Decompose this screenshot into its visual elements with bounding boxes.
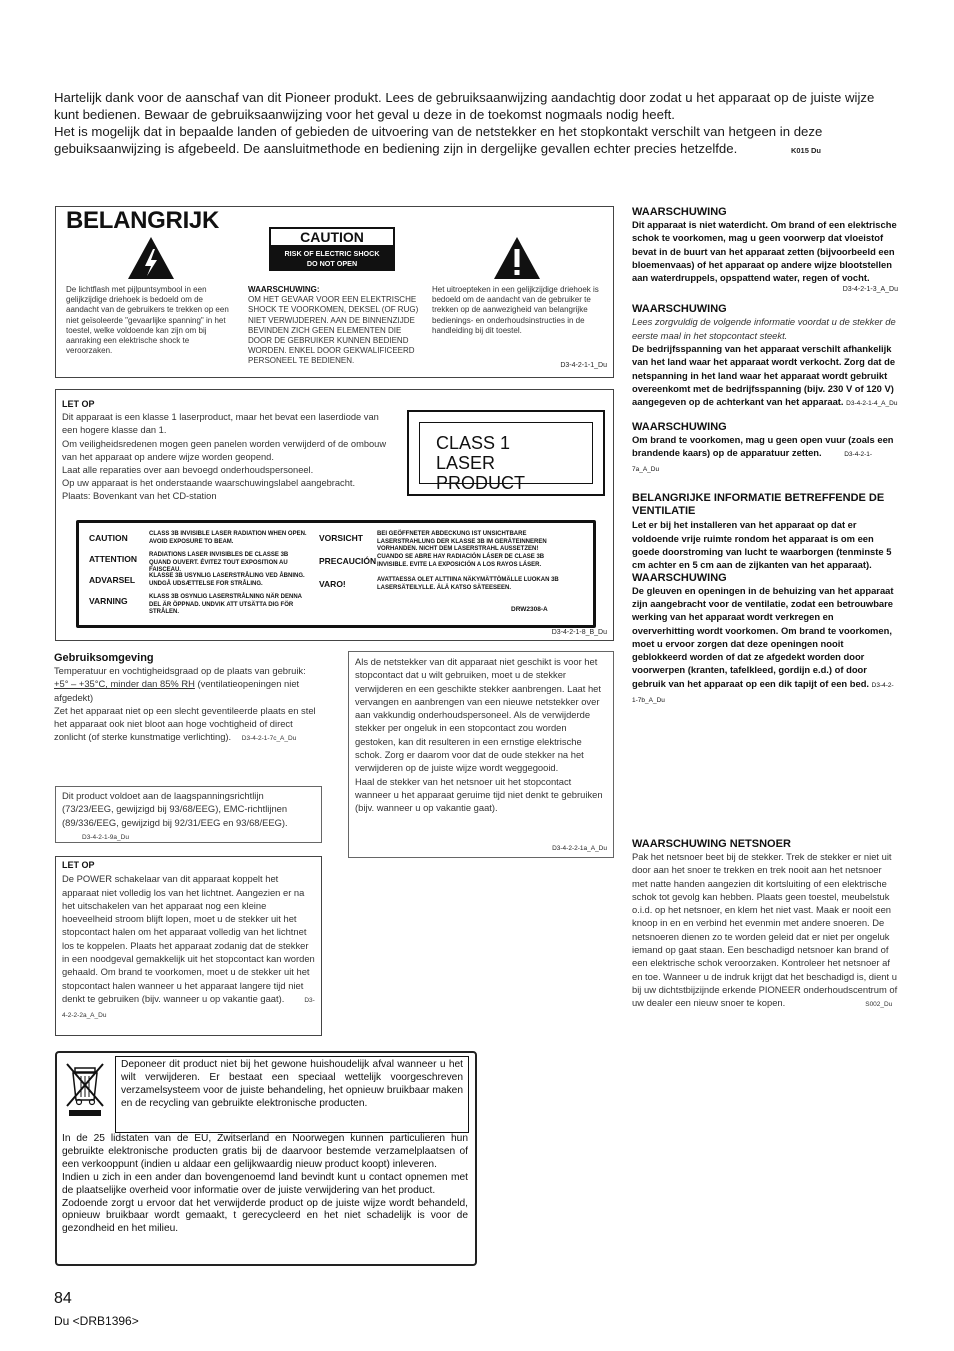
waarschuwing-3-title: WAARSCHUWING: [632, 420, 727, 433]
caution-label: CAUTION: [269, 227, 395, 247]
letop-laser-text: LET OP Dit apparaat is een klasse 1 laserproduct, maar het bevat een laserdiode van een hogere klasse dan 1. Om veiligheidsredenen mogen geen panelen worden verwijderd of de ombouw van het apparaat op andere wijze worden geopend. Laat alle reparaties over aan bevoegd onderhoudspersoneel. Op uw apparaat is het onderstaande waarschuwingslabel aangebracht. Plaats: Bovenkant van het CD-station: [62, 399, 387, 502]
netsnoer-section: [632, 838, 898, 1012]
waarschuwing-1-title: WAARSCHUWING: [632, 206, 727, 218]
waarschuwing-middle: WAARSCHUWING: OM HET GEVAAR VOOR EEN ELEKTRISCHE SHOCK TE VOORKOMEN, DEKSEL (OF RUG) NIET VERWIJDEREN. AAN DE BINNENZIJDE BEVINDEN ZICH GEEN ELEMENTEN DIE DOOR DE GEBRUIKER KUNNEN BEDIEND WORDEN. ENKEL DOOR GEKWALIFICEERD PERSONEEL TE BEDIENEN.: [248, 285, 419, 366]
waarschuwing-1-text: Dit apparaat is niet waterdicht. Om brand of een elektrische schok te voorkomen, mag u geen voorwerp dat vloeistof bevat in de buurt van het apparaat zetten (bijvoorbeeld een bloemenvaas) of het apparaat op andere wijze blootstellen aan waterdruppels, opspattend water, regen of vocht.: [632, 219, 897, 284]
class1-line2: LASER PRODUCT: [436, 453, 525, 493]
intro-paragraph-1: Hartelijk dank voor de aanschaf van dit Pioneer produkt. Lees de gebruiksaanwijzing aandachtig door zodat u het apparaat op de juiste wijze kunt bedienen. Bewaar de gebruiksaanwijzing voor het geval u deze in de toekomst nogmaals nodig heeft.: [54, 90, 875, 122]
belangrijk-title: BELANGRIJK: [66, 207, 220, 234]
netstekker-code: D3-4-2-2-1a_A_Du: [552, 845, 607, 852]
weee-text-1: Deponeer dit product niet bij het gewone huishoudelijk afval wanneer u het wilt verwijderen. Er bestaat een speciaal wettelijk voorgeschreven verzamelsysteem voor de juiste behandeling, het opnieuw bruikbaar maken en de recycling van gebruikte elektronische producten.: [121, 1059, 463, 1109]
emc-box: Dit product voldoet aan de laagspanningsrichtlijn (73/23/EEG, gewijzigd bij 93/68/EEG), EMC-richtlijnen (89/336/EEG, gewijzigd bij 92/31/EEG en 93/68/EEG). D3-4-2-1-9a_Du: [55, 786, 322, 843]
waarschuwing-2-italic: Lees zorgvuldig de volgende informatie voordat u de stekker de eerste maal in het stopcontact steekt.: [632, 316, 896, 341]
laser-right-text-1: CUANDO SE ABRE HAY RADIACIÓN LÁSER DE CLASE 3B INVISIBLE. EVITE LA EXPOSICIÓN A LOS RAYOS LÁSER.: [377, 554, 545, 568]
netsnoer-text: Pak het netsnoer beet bij de stekker. Trek de stekker er niet uit door aan het snoer te trekken en trek nooit aan het netsnoer met natte handen aangezien dit kortsluiting of een elektrische schok tot gevolg kan hebben. Plaats geen toestel, meubelstuk o.i.d. op het netsnoer, en klem het niet vast. Maak er nooit een knoop in en en verbind het evenmin met andere snoeren. De netsnoeren dienen zo te worden geleid dat er niet per ongeluk iemand op gaat staan. Een beschadigd netsnoer kan brand of een elektrische schok veroorzaken. Kontroleer het netsnoer af en toe. Wanneer u de indruk krijgt dat het beschadigd is, dient u bij uw dichtstbijzijnde erkende PIONEER onderhoudscentrum of uw dealer een nieuw snoer te kopen. S002_Du: [632, 851, 898, 1009]
weee-text-2: In de 25 lidstaten van de EU, Zwitserland en Noorwegen kunnen particulieren hun gebruikte elektronische producten gratis bij de daarvoor bestemde verzamelplaatsen of een verkooppunt (indien u aldaar een gelijkwaardig nieuw product koopt) inleveren. Indien u zich in een ander dan bovengenoemd land bevindt kunt u contact opnemen met de plaatselijke overheid voor informatie over de juiste verwijdering van het product. Zodoende zorgt u ervoor dat het verwijderde product op de juiste wijze wordt behandeld, opnieuw bruikbaar wordt gemaakt, t gerecycleerd en het niet schadelijk is voor de gezondheid en het milieu.: [62, 1133, 468, 1235]
laser-box: [55, 389, 614, 641]
laser-left-head-1: ATTENTION: [89, 554, 138, 564]
laser-left-text-2: KLASSE 3B USYNLIG LASERSTRÅLING VED ÅBNING. UNDGÅ UDSÆTTELSE FOR STRÅLING.: [149, 573, 305, 587]
laser-left-head-3: VARNING: [89, 596, 128, 606]
belangrijk-box: [55, 206, 614, 378]
laser-left-text-3: KLASS 3B OSYNLIG LASERSTRÅLNING NÄR DENNA DEL ÄR ÖPPNAD. UNDVIK ATT UTSÄTTA DIG FÖR STRÅLEN.: [149, 594, 302, 615]
letop-power-box: LET OP De POWER schakelaar van dit apparaat koppelt het apparaat niet volledig los van het lichtnet. Aangezien er na het uitschakelen van het apparaat nog een kleine hoeveelheid stroom blijft lopen, moet u de stekker uit het stopcontact halen om het apparaat volledig van het lichtnet los te koppelen. Plaats het apparaat zodanig dat de stekker in een noodgeval gemakkelijk uit het stopcontact kan worden gehaald. Om brand te voorkomen, moet u de stekker uit het stopcontact halen wanneer u het apparaat langere tijd niet denkt te gebruiken (bijv. wanneer u op vakantie gaat). D3-4-2-2-2a_A_Du: [55, 856, 322, 1036]
weee-box: [55, 1051, 477, 1266]
caution-sub: RISK OF ELECTRIC SHOCK DO NOT OPEN: [269, 247, 395, 271]
ventilatie-text: Let er bij het installeren van het apparaat op dat er voldoende vrije ruimte rondom het apparaat is om een goede doorstroming van lucht te waarborgen (tenminste 5 cm achter en 5 cm aan de zijkanten van het apparaat).: [632, 519, 892, 571]
laser-warning-label: [76, 520, 596, 628]
netstekker-text: Als de netstekker van dit apparaat niet geschikt is voor het stopcontact dat u wilt gebruiken, moet u de stekker verwijderen en een geschikte stekker aanbrengen. Laat het vervangen en aanbrengen van een nieuwe netstekker over aan vakkundig onderhoudspersoneel. Als de verwijderde stekker per ongeluk in een stopcontact zou worden gestoken, kan dit resulteren in een ernstige elektrische schok. Zorg er daarom voor dat de oude stekker na het verwijderen op de juiste wijze wordt weggegooid. Haal de stekker van het netsnoer uit het stopcontact wanneer u het apparaat geruime tijd niet denkt te gebruiken (bijv. wanneer u op vakantie gaat).: [355, 656, 603, 814]
exclamation-explanation: Het uitroepteken in een gelijkzijdige driehoek is bedoeld om de aandacht van de gebruiker te trekken op de aanwezigheid van belangrijke bedienings- en onderhoudsinstructies in de handleiding bij dit toestel.: [432, 285, 599, 335]
right-column: WAARSCHUWING Dit apparaat is niet waterdicht. Om brand of een elektrische schok te voorkomen, mag u geen voorwerp dat vloeistof bevat in de buurt van het apparaat zetten (bijvoorbeeld een bloemenvaas) of het apparaat op andere wijze blootstellen aan waterdruppels, opspattend water, regen of vocht. D3-4-2-1-3_A_Du WAARSCHUWING Lees zorgvuldig de volgende informatie voordat u de stekker de eerste maal in het stopcontact steekt. De bedrijfsspanning van het apparaat verschilt afhankelijk van het land waar het apparaat wordt verkocht. Zorg dat de netspanning in het land waar het apparaat wordt gebruikt overeenkomt met de bedrijfsspanning (bijv. 230 V of 120 V) aangegeven op de achterkant van het apparaat. D3-4-2-1-4_A_Du WAARSCHUWING Om brand te voorkomen, mag u geen open vuur (zoals een brandende kaars) op de apparatuur zetten. D3-4-2-1-7a_A_Du BELANGRIJKE INFORMATIE BETREFFENDE DE VENTILATIE Let er bij het installeren van het apparaat op dat er voldoende vrije ruimte rondom het apparaat is om een goede doorstroming van lucht te waarborgen (tenminste 5 cm achter en 5 cm aan de zijkanten van het apparaat). WAARSCHUWING De gleuven en openingen in de behuizing van het apparaat zijn aangebracht voor de ventilatie, zodat een betrouwbare werking van het apparaat wordt verkregen en oververhitting wordt voorkomen. Om brand te voorkomen, moet u ervoor zorgen dat deze openingen nooit geblokkeerd worden of dat ze afgedekt worden door voorwerpen (kranten, tafelkleed, gordijn e.d.) of door gebruik van het apparaat op een dik tapijt of een bed. D3-4-2-1-7b_A_Du: [632, 206, 898, 707]
lightning-warning-icon: [126, 235, 176, 281]
page-code: Du <DRB1396>: [54, 1314, 139, 1328]
laser-right-text-2: AVATTAESSA OLET ALTTIINA NÄKYMÄTTÖMÄLLE LUOKAN 3B LASERSÄTEILYLLE. ÄLÄ KATSO SÄTEESEEN.: [377, 577, 559, 591]
laser-left-head-0: CAUTION: [89, 533, 128, 543]
waarschuwing-2-title: WAARSCHUWING: [632, 303, 727, 316]
waarschuwing-4-text: De gleuven en openingen in de behuizing van het apparaat zijn aangebracht voor de ventilatie, zodat een betrouwbare werking van het apparaat wordt verkregen en oververhitting wordt voorkomen. Om brand te voorkomen, moet u ervoor zorgen dat deze openingen nooit geblokkeerd worden of dat ze afgedekt worden door voorwerpen (kranten, tafelkleed, gordijn e.d.) of door gebruik van het apparaat op een dik tapijt of een bed. D3-4-2-1-7b_A_Du: [632, 584, 894, 705]
laser-right-head-2: VARO!: [319, 579, 346, 589]
laser-right-head-0: VORSICHT: [319, 533, 363, 543]
class1-label: [407, 410, 605, 496]
caution-badge: [269, 227, 395, 271]
page-number: 84: [54, 1290, 72, 1307]
laser-right-head-1: PRECAUCIÓN: [319, 556, 377, 566]
laser-right-text-0: BEI GEÖFFNETER ABDECKUNG IST UNSICHTBARE LASERSTRAHLUNG DER KLASSE 3B IM GERÄTEINNEREN VORHANDEN. NICHT DEM LASERSTRAHL AUSSETZEN!: [377, 531, 547, 552]
intro-paragraph-2: Het is mogelijk dat in bepaalde landen of gebieden de uitvoering van de netstekker en het stopkontakt verschilt van hetgeen in deze gebuiksaanwijzing is afgebeeld. De aansluitmethode en bediening zijn in dergelijke gevallen echter precies hetzelfde. K015 Du: [54, 124, 823, 156]
netsnoer-title: WAARSCHUWING NETSNOER: [632, 838, 791, 850]
laser-label-code: DRW2308-A: [511, 606, 548, 613]
lightning-explanation: De lichtflash met pijlpuntsymbool in een gelijkzijdige driehoek is bedoeld om de aandacht van de gebruikers te trekken op een niet geïsoleerde "gevaarlijke spanning" in het toestel, welke voldoende kan zijn om bij aanraking een elektrische shock te veroorzaken.: [66, 285, 229, 356]
intro: [54, 89, 902, 159]
crossed-bin-icon: [63, 1058, 107, 1118]
waarschuwing-4-title: WAARSCHUWING: [632, 571, 727, 584]
belangrijk-code: D3-4-2-1-1_Du: [560, 362, 607, 369]
netstekker-box: [348, 651, 614, 858]
laser-left-head-2: ADVARSEL: [89, 575, 136, 585]
gebruiksomgeving-title: Gebruiksomgeving: [54, 652, 154, 664]
gebruiksomgeving: Gebruiksomgeving Temperatuur en vochtigheidsgraad op de plaats van gebruik: +5° – +35°C, minder dan 85% RH (ventilatieopeningen niet afgedekt) Zet het apparaat niet op een slecht geventileerde plaats en stel het apparaat ook niet bloot aan hoge vochtigheid of direct zonlicht (of sterke kunstmatige verlichting). D3-4-2-1-7c_A_Du: [54, 652, 322, 746]
exclamation-warning-icon: [492, 235, 542, 281]
class1-line1: CLASS 1: [436, 433, 511, 453]
ventilatie-title: BELANGRIJKE INFORMATIE BETREFFENDE DE VENTILATIE: [632, 492, 885, 518]
waarschuwing-2-text: De bedrijfsspanning van het apparaat verschilt afhankelijk van het land waar het apparaat wordt verkocht. Zorg dat de netspanning in het land waar het apparaat wordt gebruikt overeenkomt met de bedrijfsspanning (bijv. 230 V of 120 V) aangegeven op de achterkant van het apparaat. D3-4-2-1-4_A_Du: [632, 343, 898, 408]
laser-box-code: D3-4-2-1-8_B_Du: [551, 629, 607, 636]
waarschuwing-3-text: Om brand te voorkomen, mag u geen open vuur (zoals een brandende kaars) op de apparatuur zetten. D3-4-2-1-7a_A_Du: [632, 433, 894, 474]
laser-left-text-1: RADIATIONS LASER INVISIBLES DE CLASSE 3B QUAND OUVERT. ÉVITEZ TOUT EXPOSITION AU FAISCEAU.: [149, 552, 289, 573]
intro-code: K015 Du: [790, 146, 821, 155]
laser-left-text-0: CLASS 3B INVISIBLE LASER RADIATION WHEN OPEN. AVOID EXPOSURE TO BEAM.: [149, 531, 307, 545]
